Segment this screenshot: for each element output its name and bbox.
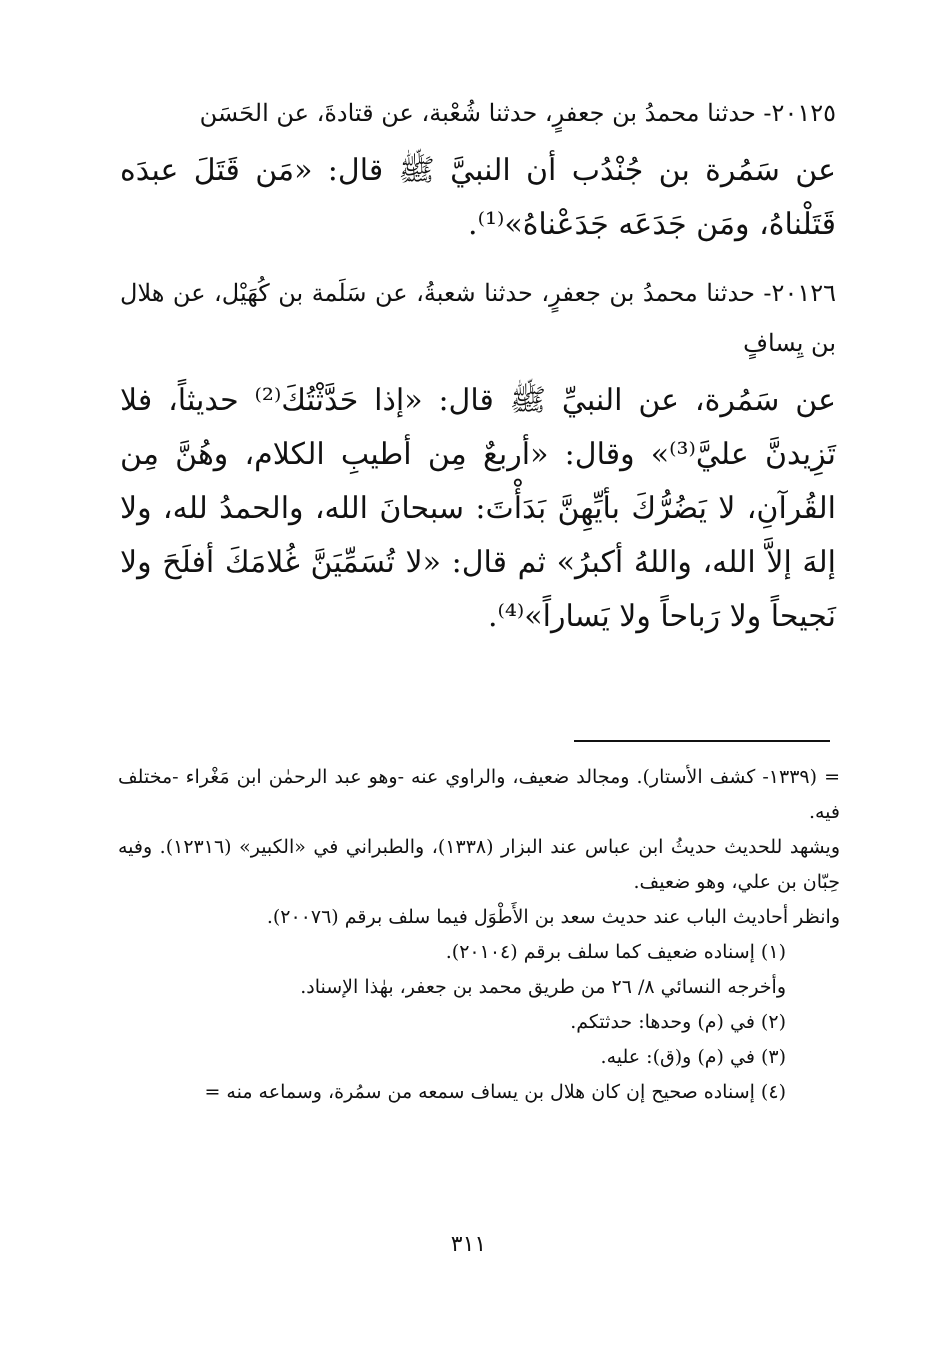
footnotes [118, 760, 840, 1110]
footnote-continuation: وانظر أحاديث الباب عند حديث سعد بن الأَطْوَل فيما سلف برقم (٢٠٠٧٦). [266, 906, 840, 928]
page-number: ٣١١ [450, 1232, 487, 1257]
footnote-continuation: = (١٣٣٩- كشف الأستار). ومجالد ضعيف، والراوي عنه -وهو عبد الرحمٰن ابن مَغْراء -مختلف فيه. [118, 766, 840, 823]
main-text [120, 88, 836, 660]
hadith-20125-isnad: ٢٠١٢٥- حدثنا محمدُ بن جعفرٍ، حدثنا شُعْبة، عن قتادةَ، عن الحَسَن [199, 99, 836, 127]
footnote-1: (١) إسناده ضعيف كما سلف برقم (٢٠١٠٤). [445, 941, 786, 963]
footnote-divider [574, 740, 830, 742]
hadith-20125-matn: عن سَمُرة بن جُنْدُب أن النبيَّ ﷺ قال: «مَن قَتَلَ عبدَه قَتَلْناهُ، ومَن جَدَعَه جَدَعْناهُ»⁽¹⁾. [120, 153, 836, 242]
hadith-20126-matn: عن سَمُرة، عن النبيِّ ﷺ قال: «إذا حَدَّثْتُكَ⁽²⁾ حديثاً، فلا تَزِيدنَّ عليَّ⁽³⁾» وقال: «أربعٌ مِن أطيبِ الكلام، وهُنَّ مِن القُرآنِ، لا يَضُرُّكَ بأيِّهِنَّ بَدَأْتَ: سبحانَ الله، والحمدُ لله، ولا إلهَ إلاَّ الله، واللهُ أكبرُ» ثم قال: «لا تُسَمِّيَنَّ غُلامَكَ أفلَحَ ولا نَجيحاً ولا رَباحاً ولا يَساراً»⁽⁴⁾. [120, 383, 836, 634]
footnote-continuation: ويشهد للحديث حديثُ ابن عباس عند البزار (١٣٣٨)، والطبراني في «الكبير» (١٢٣١٦). وفيه حِبّان بن علي، وهو ضعيف. [118, 836, 840, 893]
footnote-4: (٤) إسناده صحيح إن كان هلال بن يساف سمعه من سمُرة، وسماعه منه = [204, 1081, 786, 1103]
footnote-3: (٣) في (م) و(ق): عليه. [600, 1046, 786, 1068]
footnote-2: (٢) في (م) وحدها: حدثتكم. [570, 1011, 786, 1033]
footnote-1-detail: وأخرجه النسائي ٨/ ٢٦ من طريق محمد بن جعفر، بهٰذا الإسناد. [300, 976, 786, 998]
hadith-20126-isnad: ٢٠١٢٦- حدثنا محمدُ بن جعفرٍ، حدثنا شعبةُ، عن سَلَمة بن كُهَيْل، عن هلال بن يِسافٍ [120, 279, 836, 357]
